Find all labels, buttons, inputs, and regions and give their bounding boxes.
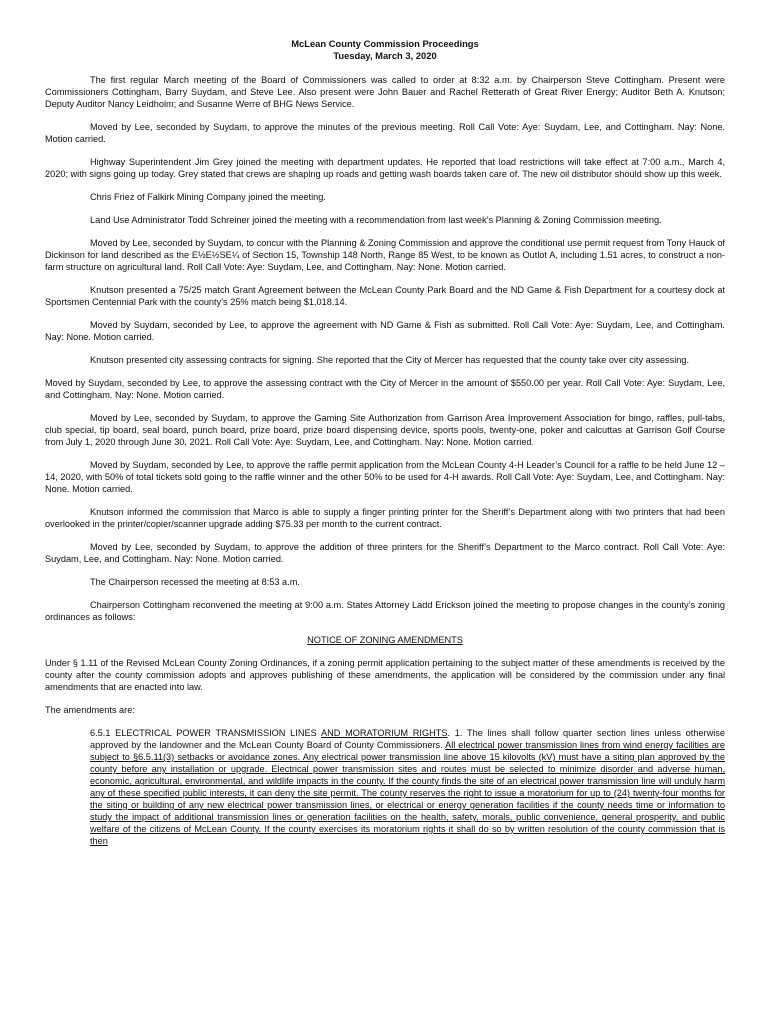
amendment-text-4: All electrical power transmission lines from wind energy facilities are subject to §6.5.11(3) setbacks or avoidance zones. Any electrical power transmission line above 15 kilovolts (kV) must have a siting plan approved by the county before any installation or upgrade. Electrical power transmission sites and routes must be selected to minimize disorder and adverse human, economic, agricultural, environmental, and wildlife impacts in the county. If the county finds the site of an electrical power transmission line will unduly harm any of these specified public interests, it can deny the site permit. The county reserves the right to issue a moratorium for up to (24) twenty-four months for the siting or building of any new electrical power transmission lines, or electrical or energy generation facilities if the county needs time or information to study the impact of additional transmission lines or generation facilities on the health, safety, morals, public convenience, general prosperity, and public welfare of the citizens of McLean County. If the county exercises its moratorium rights it shall do so by written resolution of the county commission that is then <box>90 740 725 846</box>
paragraph-grant-agreement: Knutson presented a 75/25 match Grant Agreement between the McLean County Park Board and the ND Game & Fish Department for a courtesy dock at Sportsmen Centennial Park with the county’s 25% match being $1,018.14. <box>45 285 725 307</box>
paragraph-minutes-motion: Moved by Lee, seconded by Suydam, to approve the minutes of the previous meeting. Roll Call Vote: Aye: Suydam, Lee, and Cottingham. Nay: None. Motion carried. <box>45 122 725 144</box>
paragraph-conditional-use-motion: Moved by Lee, seconded by Suydam, to concur with the Planning & Zoning Commission and approve the conditional use permit request from Tony Hauck of Dickinson for land described as the E½E½SE¼ of Section 15, Township 148 North, Range 85 West, to be known as Outlot A, including 1.51 acres, to construct a non-farm structure on agricultural land. Roll Call Vote: Aye: Suydam, Lee, and Cottingham. Nay: None. Motion carried. <box>45 238 725 272</box>
paragraph-highway-update: Highway Superintendent Jim Grey joined the meeting with department updates. He reported that load restrictions will take effect at 7:00 a.m., March 4, 2020; with signs going up today. Grey stated that crews are shaping up roads and getting wash boards taken care of. The new oil distributor should show up this week. <box>45 157 725 179</box>
document-title: McLean County Commission Proceedings <box>291 38 479 49</box>
paragraph-raffle-motion: Moved by Suydam, seconded by Lee, to approve the raffle permit application from the McLean County 4-H Leader’s Council for a raffle to be held June 12 – 14, 2020, with 50% of total tickets sold going to the raffle winner and the other 50% to be used for 4-H awards. Roll Call Vote: Aye: Suydam, Lee, and Cottingham. Nay: None. Motion carried. <box>45 460 725 494</box>
paragraph-recess: The Chairperson recessed the meeting at 8:53 a.m. <box>90 577 300 587</box>
paragraph-gaming-motion: Moved by Lee, seconded by Suydam, to approve the Gaming Site Authorization from Garrison Area Improvement Association for bingo, raffles, pull-tabs, club special, tip board, seal board, punch board, prize board, prize board dispensing device, sports pools, twenty-one, poker and calcuttas at Garrison Golf Course from July 1, 2020 through June 30, 2021. Roll Call Vote: Aye: Suydam, Lee, and Cottingham. Nay: None. Motion carried. <box>45 413 725 447</box>
meeting-date: Tuesday, March 3, 2020 <box>333 50 437 61</box>
amendment-text-3: . 1. The lines shall follow quarter section lines unless otherwise approved by the landowner and the McLean County Board of County Commissioners. <box>90 728 725 750</box>
paragraph-printers-motion: Moved by Lee, seconded by Suydam, to approve the addition of three printers for the Sheriff’s Department to the Marco contract. Roll Call Vote: Aye: Suydam, Lee, and Cottingham. Nay: None. Motion carried. <box>45 542 725 564</box>
amendments-label: The amendments are: <box>45 705 135 715</box>
paragraph-marco-printers: Knutson informed the commission that Marco is able to supply a finger printing printer for the Sheriff’s Department along with two printers that had been overlooked in the printer/copier/scanner upgrade adding $75.33 per month to the current contract. <box>45 507 725 529</box>
document-header <box>45 38 725 62</box>
notice-title: NOTICE OF ZONING AMENDMENTS <box>307 635 463 645</box>
amendment-text-2: AND MORATORIUM RIGHTS <box>320 728 448 738</box>
paragraph-reconvene: Chairperson Cottingham reconvened the meeting at 9:00 a.m. States Attorney Ladd Erickson joined the meeting to propose changes in the county’s zoning ordinances as follows: <box>45 600 725 622</box>
paragraph-grant-motion: Moved by Suydam, seconded by Lee, to approve the agreement with ND Game & Fish as submitted. Roll Call Vote: Aye: Suydam, Lee, and Cottingham. Nay: None. Motion carried. <box>45 320 725 342</box>
paragraph-assessing-contracts: Knutson presented city assessing contracts for signing. She reported that the City of Mercer has requested that the county take over city assessing. <box>90 355 690 365</box>
amendment-6-5-1 <box>90 727 725 847</box>
amendment-text-1: 6.5.1 ELECTRICAL POWER TRANSMISSION LINES <box>90 728 321 738</box>
notice-intro: Under § 1.11 of the Revised McLean County Zoning Ordinances, if a zoning permit application pertaining to the subject matter of these amendments is received by the county after the county commission adopts and approves publishing of these amendments, the application will be considered by the commission under any final amendments that are enacted into law. <box>45 658 725 692</box>
paragraph-call-to-order: The first regular March meeting of the Board of Commissioners was called to order at 8:32 a.m. by Chairperson Steve Cottingham. Present were Commissioners Cottingham, Barry Suydam, and Steve Lee. Also present were John Bauer and Rachel Retterath of Great River Energy; Auditor Beth A. Knutson; Deputy Auditor Nancy Leidholm; and Susanne Werre of BHG News Service. <box>45 75 725 109</box>
paragraph-land-use: Land Use Administrator Todd Schreiner joined the meeting with a recommendation from last week’s Planning & Zoning Commission meeting. <box>90 215 662 225</box>
paragraph-assessing-motion: Moved by Suydam, seconded by Lee, to approve the assessing contract with the City of Mercer in the amount of $550.00 per year. Roll Call Vote: Aye: Suydam, Lee, and Cottingham. Nay: None. Motion carried. <box>45 378 725 400</box>
paragraph-falkirk-joined: Chris Friez of Falkirk Mining Company joined the meeting. <box>90 192 326 202</box>
